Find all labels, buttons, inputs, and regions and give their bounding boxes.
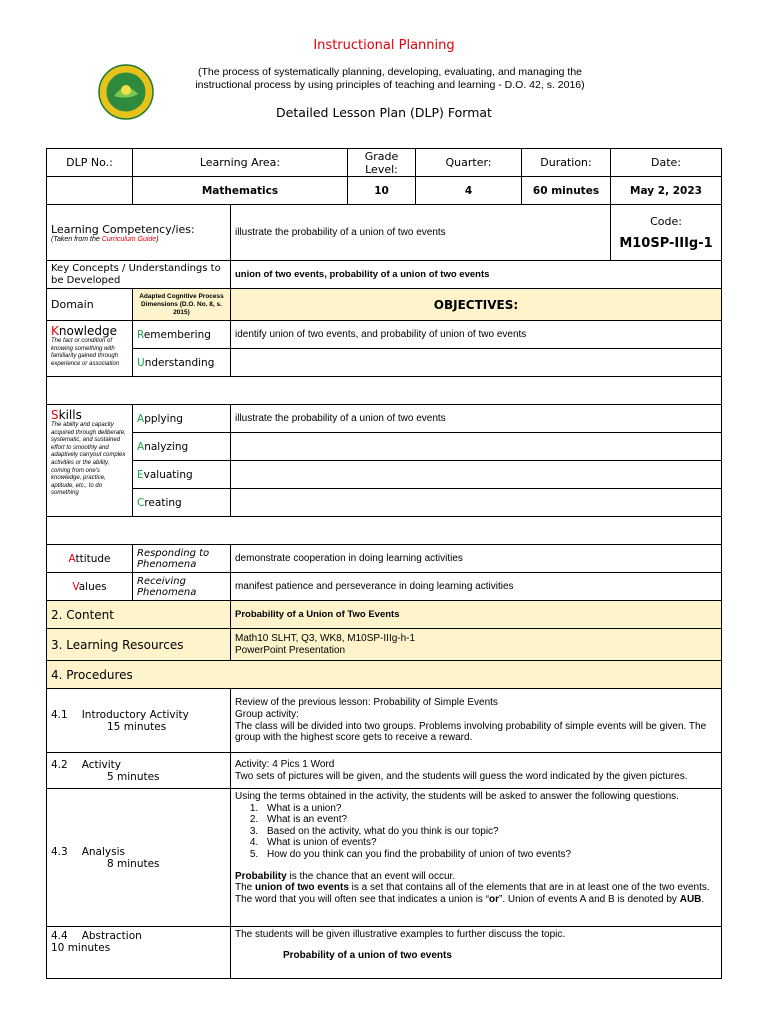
intro-heading [51,709,226,721]
remembering-objective: identify union of two events, and probability of union of two events [231,321,722,349]
date-value: May 2, 2023 [611,177,722,205]
duration-label: Duration: [522,149,611,177]
union-def: is a set that contains all of the elements that are in at least one of the two events. The word that you will often see that indicates a union is “ [235,882,710,905]
applying-level [133,405,231,433]
info-values-row [47,177,722,205]
skills-label [51,408,128,422]
activity-label [47,753,231,789]
probability-definition [235,871,717,883]
resources-text [231,629,722,661]
analysis-questions [235,803,717,861]
introductory-activity-text [231,689,722,753]
probability-def: is the chance that an event will occur. [286,870,456,882]
analysis-name: Analysis [81,845,125,858]
analysis-num: 4.3 [51,845,68,858]
code-cell [611,205,722,261]
note-pre: (Taken from the [51,235,102,243]
resources-line-1: Math10 SLHT, Q3, WK8, M10SP-IIIg-h-1 [235,632,416,644]
resources-label: 3. Learning Resources [47,629,231,661]
understanding-objective [231,349,722,377]
attitude-objective: demonstrate cooperation in doing learning activities [231,545,722,573]
creating-rest: reating [144,496,182,509]
analyzing-rest: nalyzing [144,440,189,453]
domain-label: Domain [47,289,133,321]
activity-line-2: Two sets of pictures will be given, and the students will guess the word indicated by the given pictures. [235,770,688,782]
understanding-rest: nderstanding [144,356,215,369]
creating-row [47,489,722,517]
aub-notation: AUB [679,893,702,905]
remembering-row [47,321,722,349]
values-level: Receiving Phenomena [133,573,231,601]
resources-line-2: PowerPoint Presentation [235,644,346,656]
abstraction-text [231,927,722,979]
competency-row [47,205,722,261]
activity-time: 5 minutes [107,770,160,783]
analysis-time: 8 minutes [107,857,160,870]
question-item: 2. What is an event? [261,814,717,826]
introductory-activity-label [47,689,231,753]
content-text: Probability of a Union of Two Events [231,601,722,629]
abstraction-time: 10 minutes [51,942,111,954]
activity-heading [51,759,226,771]
spacer-row-2 [47,517,722,545]
analysis-label [47,789,231,927]
attitude-rest: ttitude [75,552,111,565]
evaluating-initial: E [137,468,144,481]
abstraction-subtitle: Probability of a union of two events [283,949,452,961]
dlp-format-title: Detailed Lesson Plan (DLP) Format [276,105,492,120]
question-item: 4. What is union of events? [261,837,717,849]
analysis-intro: Using the terms obtained in the activity, the students will be asked to answer the following questions. [235,791,679,802]
creating-objective [231,489,722,517]
quarter-value: 4 [416,177,522,205]
procedures-row [47,661,722,689]
knowledge-initial: K [51,324,59,338]
curriculum-guide-text: Curriculum Guide [101,235,157,243]
analyzing-initial: A [137,440,145,453]
union-post: ”. Union of events A and B is denoted by [499,893,680,905]
competency-note [51,236,226,243]
knowledge-cell [47,321,133,377]
adapted-dimensions-label: Adapted Cognitive Process Dimensions (D.O. No. 8, s. 2015) [133,289,231,321]
understanding-row [47,349,722,377]
learning-area-label: Learning Area: [133,149,348,177]
attitude-initial: A [68,552,76,565]
values-initial: V [72,580,79,593]
applying-objective: illustrate the probability of a union of two events [231,405,722,433]
applying-rest: pplying [144,412,183,425]
competency-label-cell [47,205,231,261]
knowledge-rest: nowledge [58,324,117,338]
duration-value: 60 minutes [522,177,611,205]
question-item: 1. What is a union? [261,803,717,815]
introductory-activity-row [47,689,722,753]
date-label: Date: [611,149,722,177]
knowledge-label [51,324,128,338]
abstraction-line-1: The students will be given illustrative examples to further discuss the topic. [235,929,566,940]
intro-time: 15 minutes [107,720,167,733]
learning-area-value: Mathematics [133,177,348,205]
activity-name: Activity [81,758,121,771]
spacer-cell-2 [47,517,722,545]
probability-term: Probability [235,870,287,882]
values-label [47,573,133,601]
union-end: . [701,893,705,905]
understanding-initial: U [137,356,145,369]
analysis-heading [51,846,226,858]
procedures-label: 4. Procedures [47,661,722,689]
understanding-level [133,349,231,377]
remembering-initial: R [137,328,144,341]
activity-line-1: Activity: 4 Pics 1 Word [235,758,335,770]
competency-text: illustrate the probability of a union of two events [231,205,611,261]
activity-num: 4.2 [51,758,68,771]
creating-initial: C [137,496,145,509]
intro-line-3: The class will be divided into two groups. Problems involving probability of simple events will be given. The group with the highest score gets to receive a reward. [235,720,707,744]
creating-level [133,489,231,517]
abstraction-label [47,927,231,979]
abstraction-name: Abstraction [81,930,142,942]
values-row [47,573,722,601]
content-label: 2. Content [47,601,231,629]
resources-row [47,629,722,661]
grade-level-value: 10 [348,177,416,205]
page-subtitle: (The process of systematically planning, developing, evaluating, and managing the instructional process by using principles of teaching and learning - D.O. 42, s. 2016) [195,66,585,91]
applying-initial: A [137,412,145,425]
attitude-row [47,545,722,573]
evaluating-objective [231,461,722,489]
union-term: union of two events [255,882,349,894]
skills-rest: kills [58,408,82,422]
skills-initial: S [51,408,59,422]
question-item: 5. How do you think can you find the probability of union of two events? [261,849,717,861]
intro-line-2: Group activity: [235,708,299,720]
dlp-no-label: DLP No.: [47,149,133,177]
analysis-text [231,789,722,927]
values-rest: alues [78,580,107,593]
analyzing-level [133,433,231,461]
info-header-row [47,149,722,177]
applying-row [47,405,722,433]
content-row [47,601,722,629]
abstraction-heading [51,930,226,942]
page-title: Instructional Planning [313,38,455,53]
analyzing-objective [231,433,722,461]
knowledge-description: The fact or condition of knowing something with familiarity gained through experience or association [51,338,120,367]
attitude-level: Responding to Phenomena [133,545,231,573]
dlp-table [46,148,722,979]
abstraction-row [47,927,722,979]
values-objective: manifest patience and perseverance in doing learning activities [231,573,722,601]
intro-num: 4.1 [51,708,68,721]
union-pre: The [235,882,256,894]
intro-line-1: Review of the previous lesson: Probability of Simple Events [235,697,498,709]
evaluating-rest: valuating [143,468,193,481]
question-item: 3. Based on the activity, what do you think is our topic? [261,826,717,838]
union-definition [235,882,717,905]
intro-name: Introductory Activity [81,708,189,721]
remembering-level [133,321,231,349]
note-post: ) [156,235,159,243]
dlp-no-value [47,177,133,205]
objectives-header: OBJECTIVES: [231,289,722,321]
spacer-row [47,377,722,405]
analyzing-row [47,433,722,461]
or-word: or [489,893,500,905]
competency-label: Learning Competency/ies: [51,222,195,236]
skills-cell [47,405,133,517]
abstraction-num: 4.4 [51,930,68,942]
code-label: Code: [650,214,682,228]
remembering-rest: emembering [143,328,211,341]
key-concepts-label: Key Concepts / Understandings to be Developed [47,261,231,289]
attitude-label [47,545,133,573]
grade-level-label: Grade Level: [348,149,416,177]
skills-description: The ability and capacity acquired through deliberate, systematic, and sustained effort to smoothly and adaptively carryout complex activities or the ability, coming from one's knowledge, practice, aptitude, etc., to do something [51,422,126,497]
activity-row [47,753,722,789]
activity-text [231,753,722,789]
key-concepts-row [47,261,722,289]
spacer-cell [47,377,722,405]
evaluating-level [133,461,231,489]
code-value: M10SP-IIIg-1 [619,235,713,251]
key-concepts-text: union of two events, probability of a union of two events [231,261,722,289]
evaluating-row [47,461,722,489]
analysis-row [47,789,722,927]
quarter-label: Quarter: [416,149,522,177]
domain-header-row [47,289,722,321]
